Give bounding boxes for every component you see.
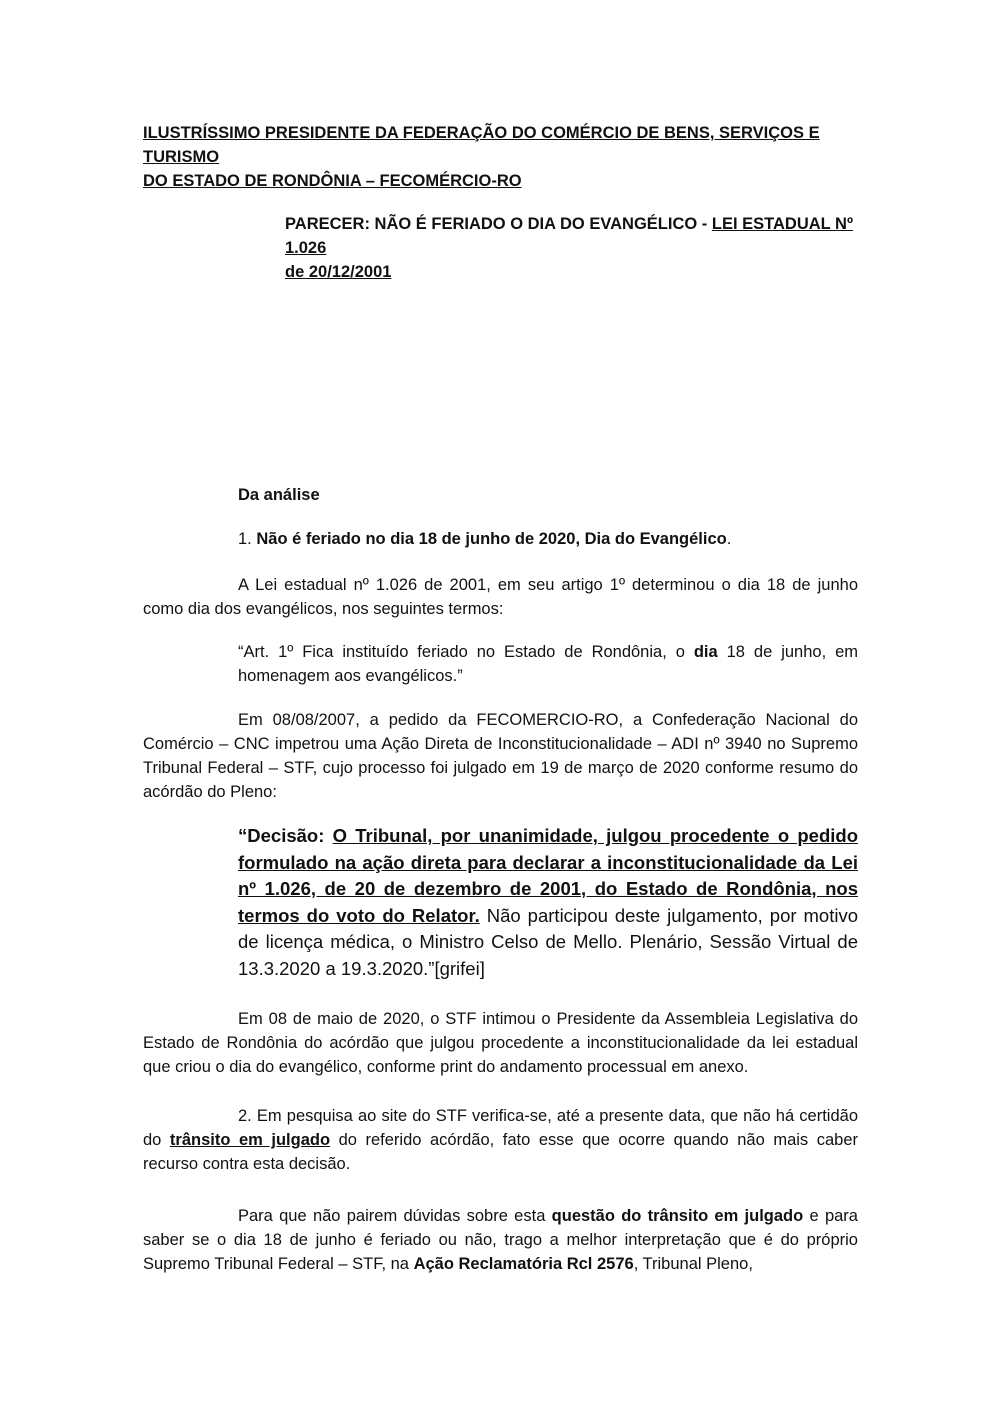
paragraph-intimou-text: Em 08 de maio de 2020, o STF intimou o Presidente da Assembleia Legislativa do Estado de Rondônia do acórdão que julgou procedente a inconstitucionalidade da lei estadual que criou o dia do evangélico, conforme print do andamento processual em anexo. bbox=[143, 1010, 858, 1076]
quote-article bbox=[238, 640, 858, 688]
paragraph-final bbox=[143, 1204, 858, 1276]
item-2-end: do referido acórdão, fato esse que ocorre quando não mais caber recurso contra esta decisão. bbox=[143, 1131, 858, 1173]
addressee-heading bbox=[143, 121, 863, 193]
paragraph-final-end: , Tribunal Pleno, bbox=[633, 1255, 753, 1273]
subject-heading bbox=[285, 212, 860, 284]
paragraph-adi bbox=[143, 708, 858, 804]
item-1 bbox=[238, 527, 858, 551]
quote-decision-rest: Não participou deste julgamento, por motivo de licença médica, o Ministro Celso de Mello. Plenário, Sessão Virtual de 13.3.2020 a 19.3.2020.”[grifei] bbox=[238, 904, 858, 979]
item-2 bbox=[143, 1104, 858, 1176]
subject-prefix: PARECER: NÃO É FERIADO O DIA DO EVANGÉLICO - bbox=[285, 215, 712, 233]
paragraph-lei-text: A Lei estadual nº 1.026 de 2001, em seu artigo 1º determinou o dia 18 de junho como dia dos evangélicos, nos seguintes termos: bbox=[143, 576, 858, 618]
paragraph-final-bold-2: Ação Reclamatória Rcl 2576 bbox=[413, 1255, 634, 1273]
addressee-line-1: ILUSTRÍSSIMO PRESIDENTE DA FEDERAÇÃO DO COMÉRCIO DE BENS, SERVIÇOS E TURISMO bbox=[143, 124, 820, 166]
item-2-highlight: trânsito em julgado bbox=[169, 1131, 331, 1149]
quote-decision-label: “Decisão: bbox=[238, 825, 333, 846]
item-1-end: . bbox=[726, 530, 732, 548]
quote-article-end: 18 de junho, em homenagem aos evangélicos.” bbox=[238, 643, 859, 685]
paragraph-final-start: Para que não pairem dúvidas sobre esta bbox=[238, 1207, 552, 1225]
paragraph-final-bold-1: questão do trânsito em julgado bbox=[551, 1207, 804, 1225]
quote-article-start: “Art. 1º Fica instituído feriado no Estado de Rondônia, o bbox=[238, 643, 694, 661]
paragraph-final-middle: e para saber se o dia 18 de junho é feriado ou não, trago a melhor interpretação que é do próprio Supremo Tribunal Federal – STF, na bbox=[143, 1207, 858, 1273]
subject-law-number: LEI ESTADUAL Nº 1.026 bbox=[285, 215, 853, 257]
paragraph-lei bbox=[143, 573, 858, 621]
paragraph-adi-text: Em 08/08/2007, a pedido da FECOMERCIO-RO, a Confederação Nacional do Comércio – CNC impetrou uma Ação Direta de Inconstitucionalidade – ADI nº 3940 no Supremo Tribunal Federal – STF, cujo processo foi julgado em 19 de março de 2020 conforme resumo do acórdão do Pleno: bbox=[143, 711, 858, 801]
paragraph-intimou bbox=[143, 1007, 858, 1079]
quote-article-bold: dia bbox=[693, 643, 718, 661]
subject-law-date: de 20/12/2001 bbox=[285, 263, 392, 281]
addressee-line-2: DO ESTADO DE RONDÔNIA – FECOMÉRCIO-RO bbox=[143, 172, 522, 190]
quote-decision bbox=[238, 823, 858, 982]
section-title: Da análise bbox=[238, 486, 320, 504]
item-2-start: 2. Em pesquisa ao site do STF verifica-se, até a presente data, que não há certidão do bbox=[143, 1107, 858, 1149]
item-1-number: 1. bbox=[238, 530, 257, 548]
item-1-text: Não é feriado no dia 18 de junho de 2020, Dia do Evangélico bbox=[256, 530, 727, 548]
quote-decision-highlight: O Tribunal, por unanimidade, julgou procedente o pedido formulado na ação direta para declarar a inconstitucionalidade da Lei nº 1.026, de 20 de dezembro de 2001, do Estado de Rondônia, nos termos do voto do Relator. bbox=[238, 825, 858, 926]
